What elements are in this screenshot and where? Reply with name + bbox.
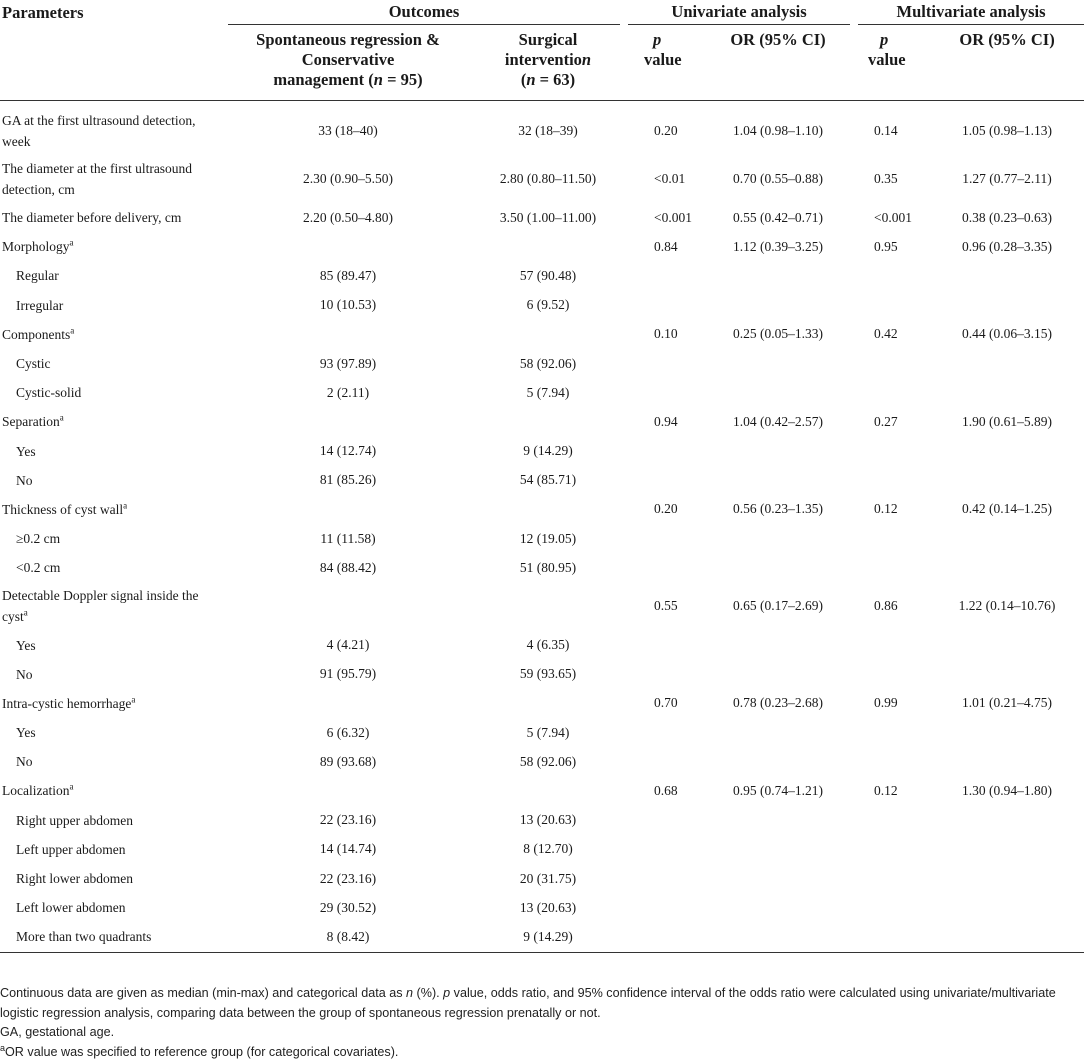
- row-parameter-cell: No: [16, 472, 33, 488]
- table-footnotes: [0, 984, 1084, 1062]
- univariate-p-header: p value: [628, 26, 698, 101]
- row-univariate-or-cell: [698, 718, 858, 747]
- row-univariate-or-cell: 0.78 (0.23–2.68): [733, 695, 824, 711]
- row-univariate-p-cell: 0.94: [654, 413, 678, 429]
- row-univariate-or-cell: [698, 864, 858, 893]
- row-univariate-p-cell: [628, 349, 698, 378]
- row-spontaneous-cell: 22 (23.16): [319, 870, 377, 886]
- row-multivariate-p-cell: 0.86: [874, 598, 898, 614]
- table-row: [0, 261, 1084, 290]
- row-surgical-cell: 13 (20.63): [519, 899, 577, 915]
- row-multivariate-or-cell: 1.90 (0.61–5.89): [962, 413, 1053, 429]
- row-multivariate-or-cell: 0.42 (0.14–1.25): [962, 501, 1053, 517]
- row-univariate-p-cell: [628, 524, 698, 553]
- row-univariate-or-cell: [698, 806, 858, 835]
- row-surgical-cell: 58 (92.06): [519, 753, 577, 769]
- row-univariate-or-cell: 0.56 (0.23–1.35): [733, 501, 824, 517]
- row-multivariate-or-cell: [930, 922, 1084, 952]
- table-row: [0, 466, 1084, 495]
- row-univariate-or-cell: [698, 835, 858, 864]
- univariate-or-header: OR (95% CI): [698, 26, 858, 101]
- row-univariate-or-cell: [698, 553, 858, 582]
- row-spontaneous-cell: 2.30 (0.90–5.50): [303, 171, 393, 186]
- row-univariate-or-cell: [698, 349, 858, 378]
- row-univariate-p-cell: [628, 864, 698, 893]
- row-univariate-p-cell: 0.20: [654, 501, 678, 517]
- row-multivariate-p-cell: [858, 864, 930, 893]
- row-multivariate-or-cell: [930, 378, 1084, 407]
- row-parameter-cell: Localization$^a$: [2, 781, 74, 799]
- row-surgical-cell: 58 (92.06): [519, 355, 577, 371]
- row-multivariate-p-cell: 0.42: [874, 326, 898, 342]
- row-univariate-p-cell: [628, 893, 698, 922]
- row-parameter-cell: Cystic-solid: [16, 385, 82, 401]
- row-univariate-p-cell: 0.10: [654, 326, 678, 342]
- row-surgical-cell: 13 (20.63): [519, 812, 577, 828]
- table-row: [0, 893, 1084, 922]
- table-row: [0, 806, 1084, 835]
- row-surgical-cell: 9 (14.29): [468, 922, 628, 952]
- table-row: [0, 203, 1084, 232]
- row-multivariate-or-cell: 1.01 (0.21–4.75): [962, 695, 1053, 711]
- row-univariate-p-cell: 0.20: [654, 123, 678, 138]
- row-surgical-cell: 5 (7.94): [526, 384, 570, 400]
- row-univariate-or-cell: [698, 630, 858, 659]
- row-multivariate-or-cell: 0.38 (0.23–0.63): [962, 209, 1053, 225]
- row-surgical-cell: [468, 495, 628, 524]
- table-row: [0, 437, 1084, 466]
- row-multivariate-p-cell: 0.99: [874, 695, 898, 711]
- row-spontaneous-cell: 11 (11.58): [320, 530, 376, 546]
- row-spontaneous-cell: [228, 776, 468, 805]
- row-parameter-cell: Cystic: [16, 356, 51, 372]
- row-spontaneous-cell: 85 (89.47): [319, 267, 377, 283]
- row-spontaneous-cell: 29 (30.52): [319, 899, 377, 915]
- row-multivariate-p-cell: [858, 718, 930, 747]
- row-parameter-cell: Separation$^a$: [2, 412, 64, 430]
- row-parameter-cell: The diameter at the first ultrasound detection, cm: [2, 161, 193, 197]
- row-surgical-cell: 2.80 (0.80–11.50): [499, 171, 597, 186]
- row-multivariate-p-cell: 0.95: [874, 238, 898, 254]
- row-univariate-p-cell: [628, 806, 698, 835]
- row-univariate-p-cell: 0.84: [654, 238, 678, 254]
- table-row: [0, 776, 1084, 805]
- row-parameter-cell: Left upper abdomen: [16, 841, 126, 857]
- row-parameter-cell: Components$^a$: [2, 325, 75, 342]
- row-multivariate-p-cell: 0.12: [874, 782, 898, 798]
- row-univariate-or-cell: [698, 660, 858, 689]
- row-univariate-or-cell: [698, 437, 858, 466]
- row-univariate-p-cell: [628, 261, 698, 290]
- row-spontaneous-cell: 2.20 (0.50–4.80): [303, 209, 393, 225]
- table-row: [0, 922, 1084, 952]
- row-multivariate-or-cell: [930, 349, 1084, 378]
- row-multivariate-or-cell: [930, 864, 1084, 893]
- row-surgical-cell: 32 (18–39): [518, 123, 578, 138]
- table-row: [0, 320, 1084, 349]
- header-row-1: [0, 0, 1084, 26]
- row-multivariate-p-cell: [858, 437, 930, 466]
- row-univariate-p-cell: 0.55: [654, 598, 678, 614]
- row-surgical-cell: [468, 407, 628, 436]
- row-spontaneous-cell: 91 (95.79): [319, 666, 377, 682]
- row-surgical-cell: 5 (7.94): [526, 724, 570, 740]
- row-univariate-p-cell: [628, 437, 698, 466]
- row-univariate-p-cell: [628, 553, 698, 582]
- row-surgical-cell: 6 (9.52): [526, 297, 570, 313]
- row-multivariate-or-cell: 1.30 (0.94–1.80): [962, 782, 1053, 798]
- row-surgical-cell: [468, 582, 628, 630]
- footnote-abbreviation: GA, gestational age.: [0, 1025, 115, 1040]
- row-multivariate-p-cell: 0.14: [874, 123, 898, 138]
- table-row: [0, 232, 1084, 261]
- row-spontaneous-cell: 8 (8.42): [228, 922, 468, 952]
- row-spontaneous-cell: 93 (97.89): [319, 355, 377, 371]
- table-row: [0, 582, 1084, 630]
- row-multivariate-p-cell: 0.12: [874, 501, 898, 517]
- row-surgical-cell: [468, 776, 628, 805]
- row-univariate-or-cell: 1.04 (0.98–1.10): [733, 123, 824, 138]
- table-row: [0, 747, 1084, 776]
- row-univariate-p-cell: [628, 378, 698, 407]
- row-multivariate-or-cell: [930, 437, 1084, 466]
- row-multivariate-p-cell: [858, 553, 930, 582]
- row-multivariate-or-cell: 0.96 (0.28–3.35): [962, 238, 1053, 254]
- row-spontaneous-cell: [228, 582, 468, 630]
- row-univariate-p-cell: [628, 291, 698, 320]
- row-parameter-cell: GA at the first ultrasound detection, week: [2, 113, 196, 149]
- parameters-subheader: [0, 26, 228, 101]
- row-spontaneous-cell: 14 (14.74): [319, 841, 377, 857]
- row-multivariate-p-cell: [858, 806, 930, 835]
- row-spontaneous-cell: [228, 495, 468, 524]
- row-multivariate-or-cell: 1.05 (0.98–1.13): [962, 123, 1053, 138]
- row-univariate-or-cell: 1.12 (0.39–3.25): [733, 238, 824, 254]
- table-row: [0, 689, 1084, 718]
- row-multivariate-p-cell: [858, 524, 930, 553]
- row-univariate-or-cell: [698, 291, 858, 320]
- row-surgical-cell: 20 (31.75): [519, 870, 577, 886]
- table-row: [0, 660, 1084, 689]
- row-univariate-p-cell: 0.70: [654, 695, 678, 711]
- footnote-reference: $^a$OR value was specified to reference group (for categorical covariates).: [0, 1042, 399, 1059]
- table-row: [0, 835, 1084, 864]
- row-spontaneous-cell: 14 (12.74): [319, 443, 377, 459]
- row-spontaneous-cell: 22 (23.16): [319, 812, 377, 828]
- row-univariate-p-cell: <0.001: [654, 209, 693, 225]
- row-univariate-or-cell: [698, 524, 858, 553]
- row-univariate-or-cell: 0.65 (0.17–2.69): [733, 598, 824, 614]
- row-multivariate-p-cell: [858, 660, 930, 689]
- row-parameter-cell: Irregular: [16, 297, 64, 313]
- row-spontaneous-cell: [228, 689, 468, 718]
- row-multivariate-or-cell: [930, 660, 1084, 689]
- row-spontaneous-cell: 84 (88.42): [319, 559, 377, 575]
- row-multivariate-p-cell: [858, 630, 930, 659]
- row-multivariate-or-cell: [930, 747, 1084, 776]
- footnote-methods: Continuous data are given as median (min-max) and categorical data as n (%). p value, odds ratio, and 95% confidence interval of the odds ratio were calculated using univariate/multivariate logistic regression analysis, comparing data between the group of spontaneous regression prenatally or not.: [0, 986, 1056, 1020]
- row-parameter-cell: No: [16, 666, 33, 682]
- row-parameter-cell: Intra-cystic hemorrhage$^a$: [2, 694, 136, 711]
- univariate-header: Univariate analysis: [628, 0, 858, 26]
- surgical-header: Surgical intervention (n = 63): [468, 26, 628, 101]
- row-multivariate-p-cell: [858, 349, 930, 378]
- row-surgical-cell: 3.50 (1.00–11.00): [499, 209, 597, 225]
- row-spontaneous-cell: 6 (6.32): [326, 724, 370, 740]
- row-parameter-cell: Regular: [16, 268, 59, 284]
- row-spontaneous-cell: 81 (85.26): [319, 472, 377, 488]
- outcomes-header: Outcomes: [228, 0, 628, 26]
- row-surgical-cell: [468, 320, 628, 349]
- row-spontaneous-cell: 89 (93.68): [319, 753, 377, 769]
- table-row: [0, 291, 1084, 320]
- row-surgical-cell: 51 (80.95): [519, 559, 577, 575]
- row-multivariate-p-cell: [858, 261, 930, 290]
- row-univariate-p-cell: [628, 922, 698, 952]
- table-row: [0, 495, 1084, 524]
- row-multivariate-or-cell: [930, 835, 1084, 864]
- row-multivariate-or-cell: [930, 718, 1084, 747]
- table-row: [0, 407, 1084, 436]
- row-univariate-or-cell: [698, 378, 858, 407]
- row-parameter-cell: <0.2 cm: [16, 560, 61, 576]
- row-multivariate-p-cell: [858, 893, 930, 922]
- row-univariate-p-cell: [628, 660, 698, 689]
- row-parameter-cell: The diameter before delivery, cm: [2, 210, 182, 226]
- row-multivariate-p-cell: [858, 747, 930, 776]
- row-spontaneous-cell: 33 (18–40): [318, 123, 378, 138]
- row-surgical-cell: 57 (90.48): [519, 267, 577, 283]
- row-multivariate-or-cell: [930, 466, 1084, 495]
- row-multivariate-p-cell: 0.35: [874, 171, 898, 186]
- row-surgical-cell: 8 (12.70): [523, 841, 573, 857]
- row-multivariate-or-cell: 1.27 (0.77–2.11): [962, 171, 1052, 186]
- row-parameter-cell: ≥0.2 cm: [16, 531, 61, 547]
- row-parameter-cell: Thickness of cyst wall$^a$: [2, 500, 128, 517]
- row-spontaneous-cell: [228, 320, 468, 349]
- table-row: [0, 718, 1084, 747]
- table-row: [0, 553, 1084, 582]
- row-univariate-or-cell: [698, 466, 858, 495]
- row-parameter-cell: Yes: [16, 637, 36, 653]
- row-multivariate-p-cell: [858, 291, 930, 320]
- row-surgical-cell: 9 (14.29): [523, 443, 573, 459]
- row-parameter-cell: Yes: [16, 725, 36, 741]
- row-univariate-or-cell: 0.95 (0.74–1.21): [733, 782, 824, 798]
- table-row: [0, 101, 1084, 156]
- row-multivariate-or-cell: [930, 291, 1084, 320]
- row-multivariate-or-cell: [930, 524, 1084, 553]
- header-row-2: [0, 26, 1084, 101]
- row-multivariate-or-cell: [930, 553, 1084, 582]
- row-univariate-or-cell: [698, 261, 858, 290]
- parameters-header: Parameters: [2, 3, 84, 22]
- row-univariate-or-cell: 0.25 (0.05–1.33): [733, 326, 824, 342]
- row-parameter-cell: Right upper abdomen: [16, 812, 133, 828]
- row-multivariate-or-cell: [930, 261, 1084, 290]
- row-univariate-p-cell: <0.01: [654, 171, 686, 186]
- row-spontaneous-cell: 2 (2.11): [326, 384, 370, 400]
- multivariate-or-header: OR (95% CI): [930, 26, 1084, 101]
- row-univariate-p-cell: [628, 630, 698, 659]
- row-surgical-cell: 12 (19.05): [519, 530, 577, 546]
- row-multivariate-p-cell: <0.001: [874, 209, 913, 225]
- table-row: [0, 864, 1084, 893]
- row-univariate-or-cell: [698, 893, 858, 922]
- table-row: [0, 630, 1084, 659]
- row-univariate-or-cell: 1.04 (0.42–2.57): [733, 413, 824, 429]
- row-univariate-p-cell: 0.68: [654, 782, 678, 798]
- row-parameter-cell: Left lower abdomen: [16, 900, 126, 916]
- row-univariate-or-cell: 0.55 (0.42–0.71): [733, 209, 824, 225]
- row-multivariate-p-cell: 0.27: [874, 413, 898, 429]
- row-parameter-cell: Morphology$^a$: [2, 237, 74, 255]
- row-univariate-p-cell: [628, 747, 698, 776]
- row-surgical-cell: 54 (85.71): [519, 472, 577, 488]
- row-univariate-or-cell: 0.70 (0.55–0.88): [733, 171, 824, 186]
- row-univariate-p-cell: [628, 466, 698, 495]
- row-parameter-cell: Detectable Doppler signal inside the cyst$^a$: [2, 588, 199, 625]
- row-parameter-cell: More than two quadrants: [0, 922, 228, 952]
- table-row: [0, 349, 1084, 378]
- table-row: [0, 378, 1084, 407]
- table-row: [0, 155, 1084, 203]
- row-univariate-or-cell: [698, 922, 858, 952]
- multivariate-header: Multivariate analysis: [858, 0, 1084, 26]
- row-univariate-p-cell: [628, 835, 698, 864]
- row-multivariate-p-cell: [858, 466, 930, 495]
- results-table-body: [0, 101, 1084, 953]
- row-multivariate-p-cell: [858, 378, 930, 407]
- row-surgical-cell: [468, 232, 628, 261]
- table-row: [0, 524, 1084, 553]
- row-surgical-cell: [468, 689, 628, 718]
- row-surgical-cell: 59 (93.65): [519, 666, 577, 682]
- row-spontaneous-cell: 10 (10.53): [319, 297, 377, 313]
- row-multivariate-p-cell: [858, 835, 930, 864]
- spontaneous-header: Spontaneous regression & Conservative management (n = 95): [228, 26, 468, 101]
- row-spontaneous-cell: [228, 232, 468, 261]
- row-parameter-cell: Right lower abdomen: [16, 871, 133, 887]
- row-parameter-cell: Yes: [16, 443, 36, 459]
- row-multivariate-or-cell: 0.44 (0.06–3.15): [962, 326, 1053, 342]
- row-univariate-or-cell: [698, 747, 858, 776]
- multivariate-p-header: p value: [858, 26, 930, 101]
- row-multivariate-p-cell: [858, 922, 930, 952]
- row-parameter-cell: No: [16, 754, 33, 770]
- row-surgical-cell: 4 (6.35): [526, 637, 570, 653]
- row-multivariate-or-cell: 1.22 (0.14–10.76): [958, 598, 1056, 614]
- row-multivariate-or-cell: [930, 630, 1084, 659]
- row-multivariate-or-cell: [930, 893, 1084, 922]
- row-spontaneous-cell: [228, 407, 468, 436]
- row-univariate-p-cell: [628, 718, 698, 747]
- row-multivariate-or-cell: [930, 806, 1084, 835]
- row-spontaneous-cell: 4 (4.21): [326, 637, 370, 653]
